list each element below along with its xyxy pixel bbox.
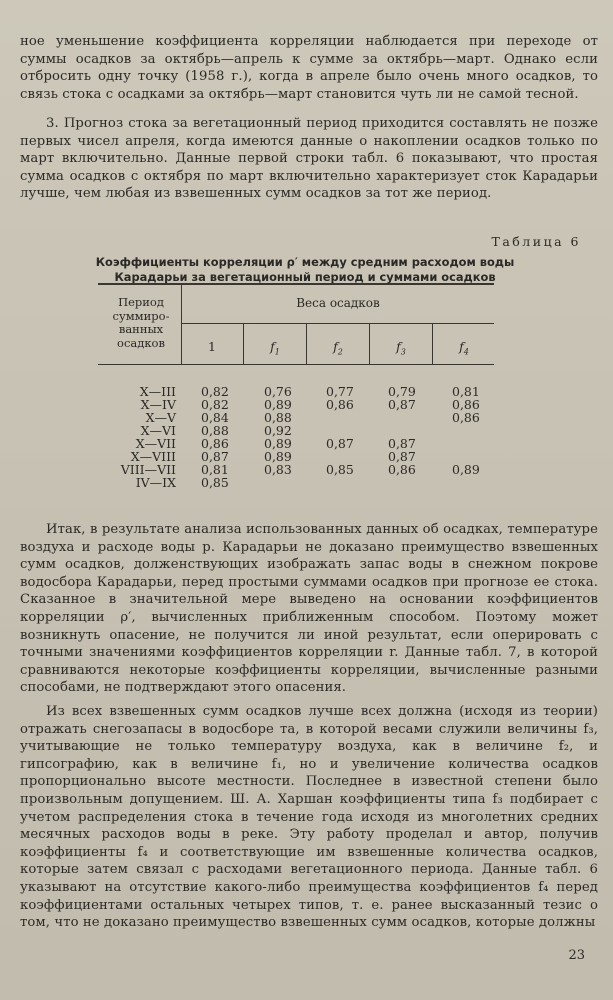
- cell: 0,82: [201, 397, 229, 412]
- paragraph-1: ное уменьшение коэффициента корреляции наблюдается при переходе от суммы осадков за октябрь—апрель к сумме за октябрь—март. Однако если отбросить одну точку (1958 г.), когда в апреле было очень много осадков, то связь стока с осадками за октябрь—март становится чуть ли не самой тесной.: [20, 34, 598, 102]
- cell: 0,87: [388, 449, 416, 464]
- weights-header: Веса осадков: [296, 296, 380, 310]
- paragraph-2: 3. Прогноз стока за вегетационный период приходится составлять не позже первых чисел апреля, когда имеются данные о накоплении осадков только по март включительно. Данные первой строки табл. 6 показывают, что простая сумма осадков с октября по март включительно характеризует сток Карадарьи лучше, чем любая из взвешенных сумм осадков за тот же период.: [20, 116, 598, 202]
- cell: 0,86: [388, 462, 416, 477]
- subheader-f2-base: f: [333, 339, 338, 354]
- cell: 0,89: [264, 436, 292, 451]
- subheader-f1: [248, 339, 302, 357]
- row-period: X—VII: [135, 436, 176, 451]
- paragraph-3: Итак, в результате анализа использованных данных об осадках, температуре воздуха и расходе воды р. Карадарьи не доказано преимущество взвешенных сумм осадков, долженствующих изображать запас воды в снежном покрове водосбора Карадарьи, перед простыми суммами осадков при прогнозе ее стока. Сказанное в значительной мере выведено на основании коэффициентов корреляции ρ′, вычисленных приближенным способом. Поэтому может возникнуть опасение, не получится ли иной результат, если оперировать с точными значениями коэффициентов корреляции r. Данные табл. 7, в которой сравниваются некоторые коэффициенты корреляции, вычисленные разными способами, не подтверждают этого опасения.: [20, 522, 598, 696]
- cell: 0,92: [264, 423, 292, 438]
- page-number: 23: [568, 948, 585, 963]
- cell: 0,89: [264, 449, 292, 464]
- cell: 0,87: [388, 397, 416, 412]
- subheader-f4-sub: 4: [463, 347, 469, 357]
- cell: 0,87: [388, 436, 416, 451]
- table-label: Таблица 6: [491, 234, 581, 249]
- subheader-f3: [374, 339, 428, 357]
- cell: 0,89: [452, 462, 480, 477]
- table-header-bottom-rule: [98, 364, 494, 365]
- cell: 0,82: [201, 384, 229, 399]
- cell: 0,81: [201, 462, 229, 477]
- cell: 0,88: [201, 423, 229, 438]
- table-weights-rule: [182, 323, 494, 324]
- subheader-f4: [437, 339, 491, 357]
- row-period: VIII—VII: [120, 462, 176, 477]
- row-period: IV—IX: [135, 475, 176, 490]
- period-header: Период суммиро-ванных осадков: [112, 295, 170, 350]
- subheader-f1-sub: 1: [274, 347, 280, 357]
- table-caption: Коэффициенты корреляции ρ′ между средним расходом воды Карадарьи за вегетационный период и суммами осадков: [95, 255, 515, 284]
- subheader-f2: [311, 339, 365, 357]
- cell: 0,85: [326, 462, 354, 477]
- subheader-1: [185, 339, 239, 354]
- cell: 0,85: [201, 475, 229, 490]
- subheader-f3-sub: 3: [400, 347, 406, 357]
- table-top-rule: [98, 283, 494, 285]
- row-period: X—VIII: [130, 449, 176, 464]
- subheader-f4-base: f: [459, 339, 464, 354]
- cell: 0,81: [452, 384, 480, 399]
- cell: 0,79: [388, 384, 416, 399]
- subheader-f2-sub: 2: [337, 347, 343, 357]
- row-period: X—V: [145, 410, 176, 425]
- table-row: [98, 476, 498, 490]
- cell: 0,86: [452, 410, 480, 425]
- table-vrule-3: [369, 324, 370, 365]
- table-vrule-4: [432, 324, 433, 365]
- row-period: X—IV: [140, 397, 176, 412]
- cell: 0,83: [264, 462, 292, 477]
- row-period: X—III: [139, 384, 176, 399]
- cell: 0,89: [264, 397, 292, 412]
- cell: 0,76: [264, 384, 292, 399]
- subheader-f3-base: f: [396, 339, 401, 354]
- cell: 0,87: [201, 449, 229, 464]
- table-vrule-2: [306, 324, 307, 365]
- cell: 0,86: [326, 397, 354, 412]
- table-vrule-1: [243, 324, 244, 365]
- subheader-1-base: 1: [208, 339, 216, 354]
- cell: 0,84: [201, 410, 229, 425]
- cell: 0,88: [264, 410, 292, 425]
- cell: 0,86: [201, 436, 229, 451]
- paragraph-4: Из всех взвешенных сумм осадков лучше всех должна (исходя из теории) отражать снегозапасы в водосборе та, в которой весами служили величины f₃, учитывающие не только температуру воздуха, как в величине f₂, и гипсографию, как в величине f₁, но и увеличение количества осадков пропорционально высоте местности. Последнее в известной степени было произвольным допущением. Ш. А. Харшан коэффициенты типа f₃ подбирает с учетом распределения стока в течение года исходя из многолетних средних месячных расходов воды в реке. Эту работу проделал и автор, получив коэффициенты f₄ и соответствующие им взвешенные количества осадков, которые затем связал с расходами вегетационного периода. Данные табл. 6 указывают на отсутствие какого-либо преимущества коэффициентов f₄ перед коэффициентами остальных четырех типов, т. е. ранее высказанный тезис о том, что не доказано преимущество взвешенных сумм осадков, которые должны: [20, 704, 598, 931]
- cell: 0,86: [452, 397, 480, 412]
- subheader-f1-base: f: [270, 339, 275, 354]
- cell: 0,77: [326, 384, 354, 399]
- row-period: X—VI: [140, 423, 176, 438]
- cell: 0,87: [326, 436, 354, 451]
